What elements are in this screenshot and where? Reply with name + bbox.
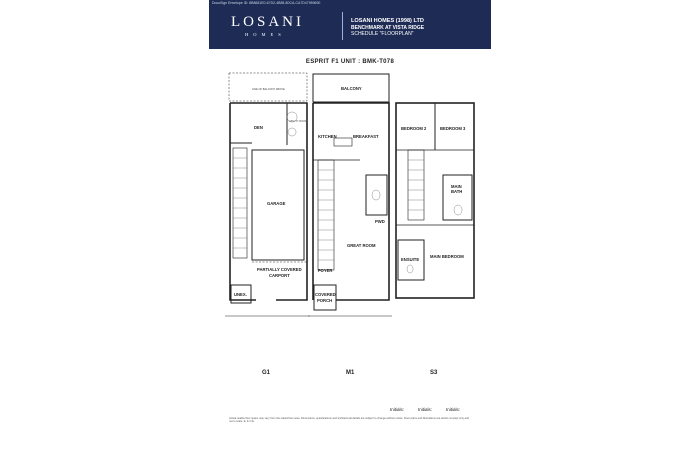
disclaimer-text: Actual usable floor space may vary from the stated floor area. Dimensions, specifications and architectural details are subject to change without notice. Floor plans and illustrations are artist's concept only and not to scale. E. & O.E.: [229, 417, 469, 424]
g1-utility-note: UTILITY ROOM: [289, 120, 308, 123]
m1-great-room-label: GREAT ROOM: [347, 243, 376, 248]
g1-garage-label: GARAGE: [267, 201, 286, 206]
g1-balcony-line-note: LINE OF BALCONY ABOVE: [252, 88, 285, 91]
logo-word: LOSANI: [231, 14, 304, 30]
level-label-m1: M1: [346, 370, 355, 376]
g1-plan: [225, 73, 310, 316]
s3-plan: [396, 103, 474, 298]
logo-sub: HOMES: [245, 32, 286, 37]
g1-carport-label-2: CARPORT: [269, 273, 290, 278]
m1-porch-label-1: COVERED: [315, 292, 336, 297]
s3-main-bath-label-1: MAIN: [451, 184, 462, 189]
unit-title: ESPRIT F1 UNIT : BMK-T078: [305, 59, 395, 65]
s3-bedroom2-label: BEDROOM 2: [401, 126, 427, 131]
envelope-id: DocuSign Envelope ID: 8B8681E0-67D2-4B85-80CA-CA7D47959690: [212, 1, 321, 5]
initials-field-3: Initials:: [446, 407, 461, 412]
m1-balcony-label: BALCONY: [341, 86, 362, 91]
m1-breakfast-label: BREAKFAST: [353, 134, 379, 139]
g1-carport-label-1: PARTIALLY COVERED: [257, 267, 302, 272]
s3-bedroom3-label: BEDROOM 3: [440, 126, 466, 131]
company-name: LOSANI HOMES (1998) LTD: [351, 18, 424, 24]
level-label-s3: S3: [430, 370, 438, 376]
s3-ensuite-label: ENSUITE: [401, 257, 420, 262]
level-label-g1: G1: [262, 370, 271, 376]
schedule-name: SCHEDULE "FLOORPLAN": [351, 31, 414, 37]
m1-kitchen-label: KITCHEN: [318, 134, 337, 139]
project-name: BENCHMARK AT VISTA RIDGE: [351, 24, 425, 31]
m1-porch-label-2: PORCH: [317, 298, 333, 303]
initials-field-1: Initials:: [390, 407, 405, 412]
s3-main-bath-label-2: BATH: [451, 189, 463, 194]
m1-plan: [308, 74, 392, 316]
g1-den-label: DEN: [254, 125, 263, 130]
g1-unex-label: UNEX.: [234, 292, 247, 297]
initials-field-2: Initials:: [418, 407, 433, 412]
m1-foyer-label: FOYER: [318, 268, 333, 273]
m1-pwd-label: PWD: [375, 219, 385, 224]
s3-main-bedroom-label: MAIN BEDROOM: [430, 254, 464, 259]
